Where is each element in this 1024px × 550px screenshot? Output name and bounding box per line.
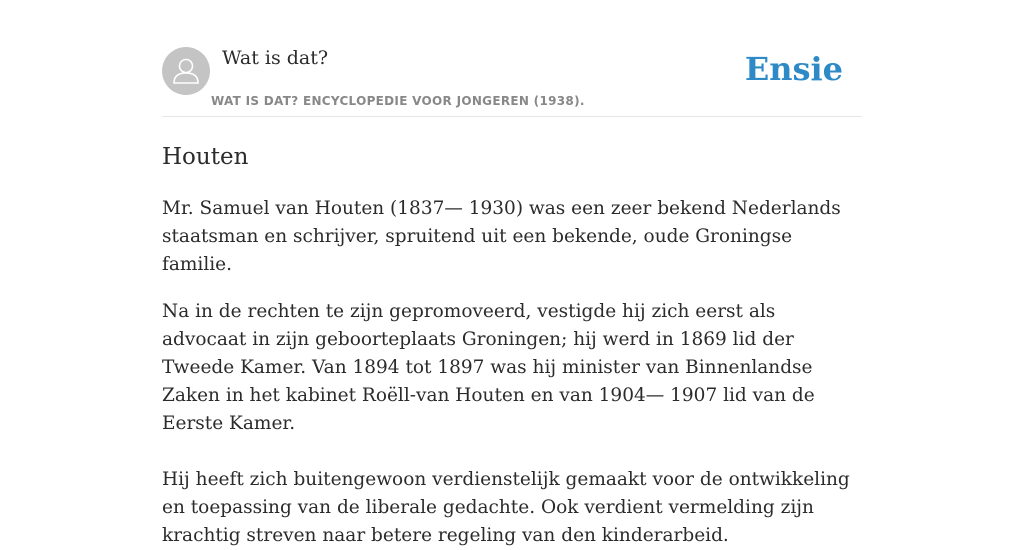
source-title[interactable]: Wat is dat? <box>222 47 329 69</box>
page-container <box>162 0 862 550</box>
source-subtitle: WAT IS DAT? ENCYCLOPEDIE VOOR JONGEREN (1938). <box>211 94 585 108</box>
article-paragraph: Hij heeft zich buitengewoon verdienstelijk gemaakt voor de ontwikkeling en toepassing van de liberale gedachte. Ook verdient vermelding zijn krachtig streven naar betere regeling van den kinderarbeid. <box>162 469 850 546</box>
article-title: Houten <box>162 144 249 170</box>
article-paragraph: Mr. Samuel van Houten (1837— 1930) was een zeer bekend Nederlands staatsman en schrijver, spruitend uit een bekende, oude Groningse familie. <box>162 198 841 275</box>
article-paragraph: Na in de rechten te zijn gepromoveerd, vestigde hij zich eerst als advocaat in zijn geboorteplaats Groningen; hij werd in 1869 lid der Tweede Kamer. Van 1894 tot 1897 was hij minister van Binnenlandse Zaken in het kabinet Roëll-van Houten en van 1904— 1907 lid van de Eerste Kamer. <box>162 301 815 434</box>
ensie-logo[interactable]: Ensie <box>744 50 843 88</box>
user-silhouette-icon <box>162 47 210 95</box>
source-header <box>162 0 862 117</box>
avatar-icon[interactable] <box>162 47 210 95</box>
